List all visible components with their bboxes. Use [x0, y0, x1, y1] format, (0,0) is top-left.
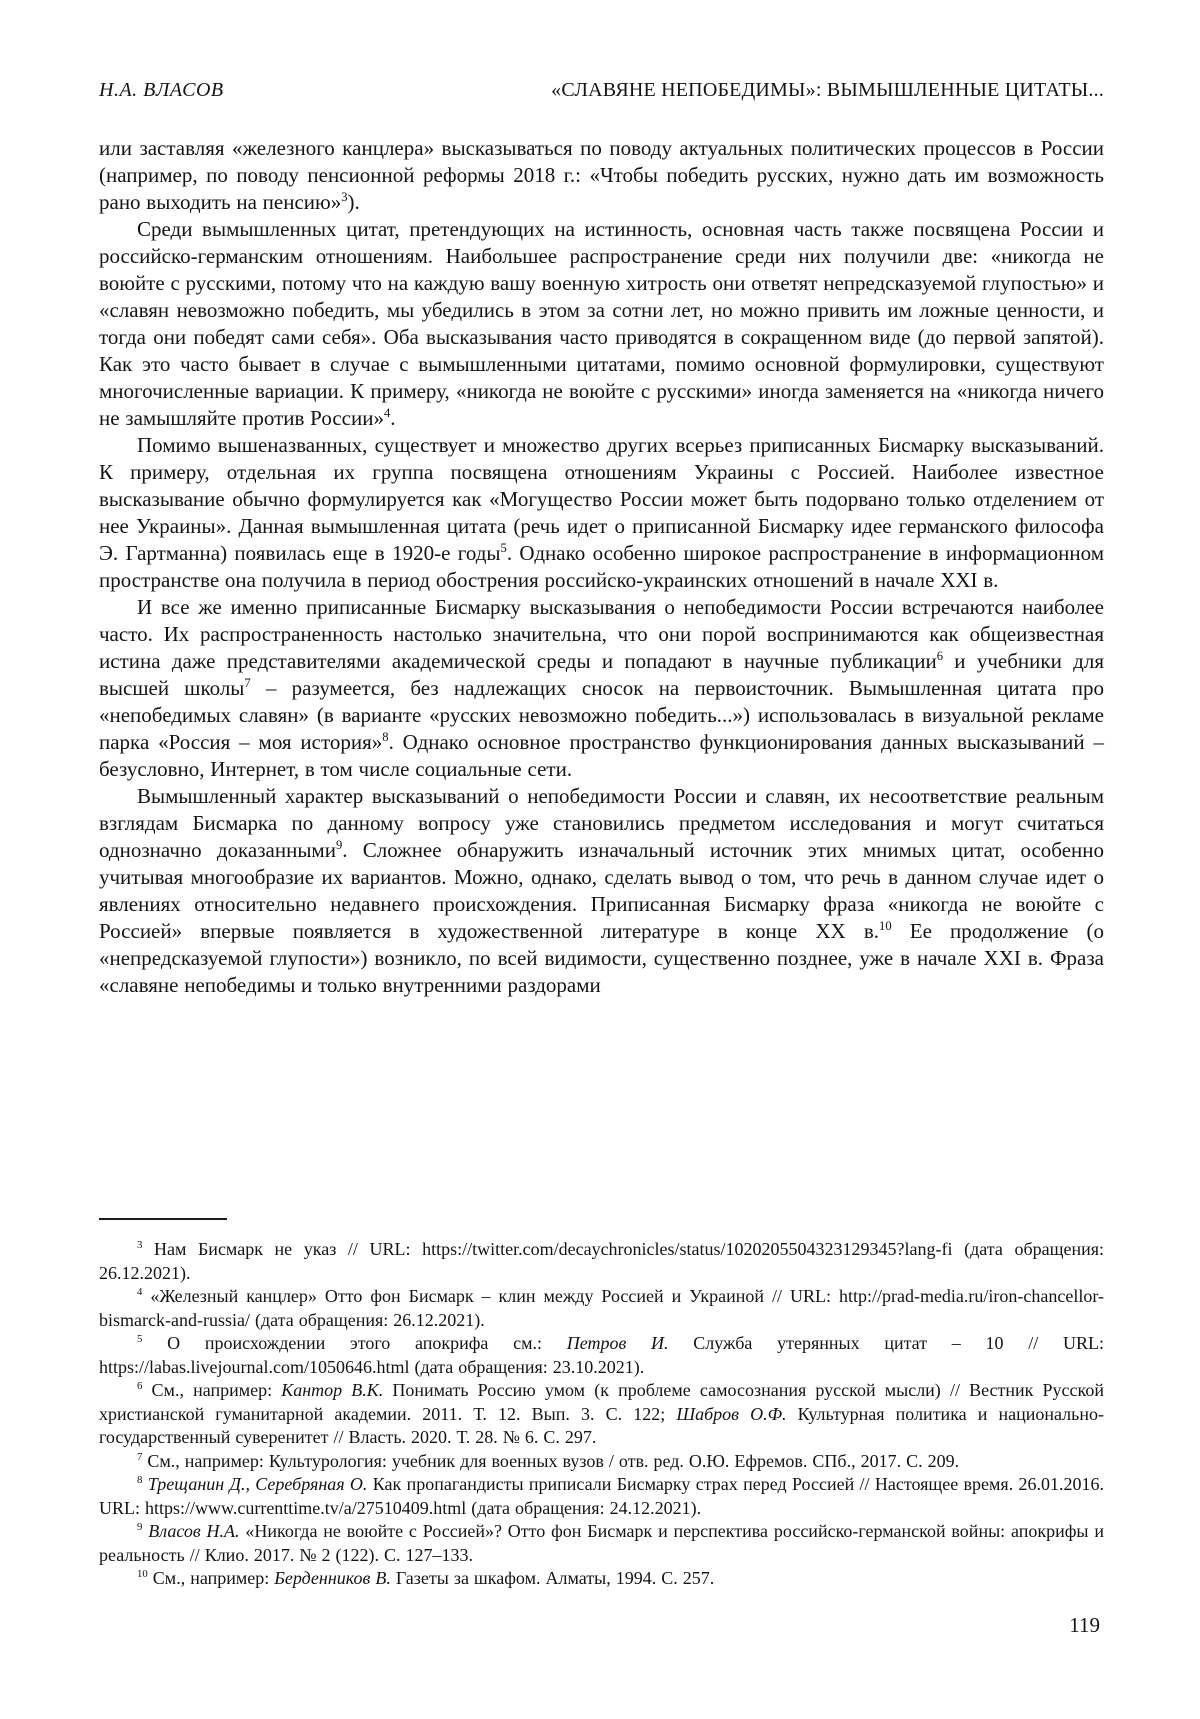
paragraph-2	[99, 216, 1104, 432]
text-segment: Понимать Россию умом (к проблеме самосознания русской мысли) // Вестник Русской христианской гуманитарной академии. 2011. Т. 12. Вып. 3. С. 122;	[99, 1380, 1104, 1424]
footnote-8	[99, 1473, 1104, 1520]
running-head-author: Н.А. ВЛАСОВ	[99, 79, 224, 101]
text-segment: Газеты за шкафом. Алматы, 1994. С. 257.	[390, 1568, 715, 1588]
footnote-marker: 8	[137, 1474, 143, 1486]
footnote-10	[99, 1567, 1104, 1591]
text-segment: – разумеется, без надлежащих сносок на первоисточник. Вымышленная цитата про «непобедимых славян» (в варианте «русских невозможно победить...») использовалась в визуальной рекламе парка «Россия – моя история»	[99, 676, 1104, 754]
page-number: 119	[1069, 1613, 1100, 1637]
text-segment: Шабров О.Ф.	[676, 1403, 787, 1424]
footnotes-section	[99, 1238, 1104, 1591]
footnote-9	[99, 1520, 1104, 1567]
text-segment: И все же именно приписанные Бисмарку высказывания о непобедимости России встречаются наиболее часто. Их распространенность настолько значительна, что они порой воспринимаются как общеизвестная истина даже представителями академической среды и попадают в научные публикации	[99, 595, 1104, 673]
paragraph-1	[99, 135, 1104, 216]
text-segment: Помимо вышеназванных, существует и множество других всерьез приписанных Бисмарку высказываний. К примеру, отдельная их группа посвящена отношениям Украины с Россией. Наиболее известное высказывание обычно формулируется как «Могущество России может быть подорвано только отделением от нее Украины». Данная вымышленная цитата (речь идет о приписанной Бисмарку идее германского философа Э. Гартманна) появилась еще в 1920-е годы	[99, 433, 1104, 565]
footnote-marker: 6	[936, 649, 943, 663]
footnote-marker: 8	[382, 730, 389, 744]
text-segment: . Однако особенно широкое распространение в информационном пространстве она получила в период обострения российско-украинских отношений в начале XXI в.	[99, 541, 1104, 592]
text-segment: ).	[347, 190, 360, 214]
footnote-6	[99, 1379, 1104, 1450]
running-head	[99, 78, 1104, 102]
footnote-7	[99, 1450, 1104, 1474]
text-segment: Нам Бисмарк не указ // URL: https://twitter.com/decaychronicles/status/1020205504323129345?lang-fi (дата обращения: 26.12.2021).	[99, 1239, 1104, 1283]
footnote-5	[99, 1332, 1104, 1379]
footnote-marker: 9	[335, 838, 343, 852]
paragraph-3	[99, 432, 1104, 594]
text-segment: Берденников В.	[274, 1568, 391, 1588]
text-segment: . Сложнее обнаружить изначальный источник этих мнимых цитат, особенно учитывая многообразие их вариантов. Можно, однако, сделать вывод о том, что речь в данном случае идет о явлениях относительно недавнего происхождения. Приписанная Бисмарку фраза «никогда не воюйте с Россией» впервые появляется в художественной литературе в конце XX в.	[99, 838, 1104, 943]
text-segment: «Никогда не воюйте с Россией»? Отто фон Бисмарк и перспектива российско-германской войны: апокрифы и реальность // Клио. 2017. № 2 (122). С. 127–133.	[99, 1521, 1105, 1565]
paragraph-4	[99, 594, 1104, 783]
text-segment: Среди вымышленных цитат, претендующих на истинность, основная часть также посвящена России и российско-германским отношениям. Наибольшее распространение среди них получили две: «никогда не воюйте с русскими, потому что на каждую вашу военную хитрость они ответят непредсказуемой глупостью» и «славян невозможно победить, мы убедились в этом за сотни лет, но можно привить им ложные ценности, и тогда они победят сами себя». Оба высказывания часто приводятся в сокращенном виде (до первой запятой). Как это часто бывает в случае с вымышленными цитатами, помимо основной формулировки, существуют многочисленные вариации. К примеру, «никогда не воюйте с русскими» иногда заменяется на «никогда ничего не замышляйте против России»	[99, 217, 1104, 430]
article-body	[99, 135, 1104, 1178]
footnote-marker: 9	[137, 1521, 143, 1533]
text-segment: О происхождении этого апокрифа см.:	[142, 1333, 567, 1353]
text-segment: или заставляя «железного канцлера» высказываться по поводу актуальных политических процессов в России (например, по поводу пенсионной реформы 2018 г.: «Чтобы победить русских, нужно дать им возможность рано выходить на пенсию»	[99, 136, 1104, 214]
footnote-marker: 5	[137, 1333, 143, 1345]
text-segment: Культурная политика и национально-государственный суверенитет // Власть. 2020. Т. 28. № 6. С. 297.	[99, 1403, 1104, 1447]
footnote-marker: 4	[383, 406, 391, 420]
footnote-marker: 7	[244, 676, 251, 690]
text-segment: Кантор В.К.	[281, 1380, 384, 1400]
footnote-marker: 6	[137, 1380, 143, 1392]
text-segment: Петров И.	[566, 1333, 669, 1353]
footnote-marker: 10	[137, 1568, 148, 1580]
footnote-marker: 4	[137, 1286, 143, 1298]
running-head-title: «СЛАВЯНЕ НЕПОБЕДИМЫ»: ВЫМЫШЛЕННЫЕ ЦИТАТЫ...	[551, 79, 1104, 101]
footnote-marker: 7	[137, 1450, 143, 1463]
footnote-marker: 3	[137, 1239, 143, 1251]
text-segment: Власов Н.А.	[148, 1521, 240, 1541]
page-content	[99, 78, 1104, 1591]
text-segment: «Железный канцлер» Отто фон Бисмарк – клин между Россией и Украиной // URL: http://prad-media.ru/iron-chancellor-bismarck-and-russia/ (дата обращения: 26.12.2021).	[99, 1286, 1104, 1330]
text-segment: Служба утерянных цитат – 10 // URL: https://labas.livejournal.com/1050646.html (дата обращения: 23.10.2021).	[99, 1333, 1105, 1377]
text-segment: Как пропагандисты приписали Бисмарку страх перед Россией // Настоящее время. 26.01.2016. URL: https://www.currenttime.tv/a/27510409.html (дата обращения: 24.12.2021).	[99, 1474, 1105, 1518]
text-segment: Вымышленный характер высказываний о непобедимости России и славян, их несоответствие реальным взглядам Бисмарка по данному вопросу уже становились предметом исследования и могут считаться однозначно доказанными	[99, 784, 1104, 862]
footnote-4	[99, 1285, 1104, 1332]
footnote-marker: 10	[879, 919, 892, 933]
text-segment: .	[390, 406, 396, 430]
text-segment: См., например:	[147, 1568, 275, 1588]
text-segment: Трещанин Д., Серебряная О.	[147, 1474, 368, 1494]
footnote-marker: 5	[500, 541, 507, 555]
paragraph-5	[99, 783, 1104, 999]
text-segment: и учебники для высшей школы	[99, 649, 1104, 700]
footnote-3	[99, 1238, 1104, 1285]
text-segment: . Однако основное пространство функционирования данных высказываний – безусловно, Интернет, в том числе социальные сети.	[99, 730, 1104, 781]
text-segment: См., например: Культурология: учебник для военных вузов / отв. ред. О.Ю. Ефремов. СПб., 2017. С. 209.	[142, 1450, 960, 1471]
text-segment: Ее продолжение (о «непредсказуемой глупости») возникло, по всей видимости, существенно позднее, уже в начале XXI в. Фраза «славяне непобедимы и только внутренними раздорами	[99, 919, 1105, 997]
footnote-marker: 3	[341, 190, 348, 204]
text-segment: См., например:	[142, 1380, 282, 1400]
footnote-separator-rule	[99, 1218, 227, 1220]
